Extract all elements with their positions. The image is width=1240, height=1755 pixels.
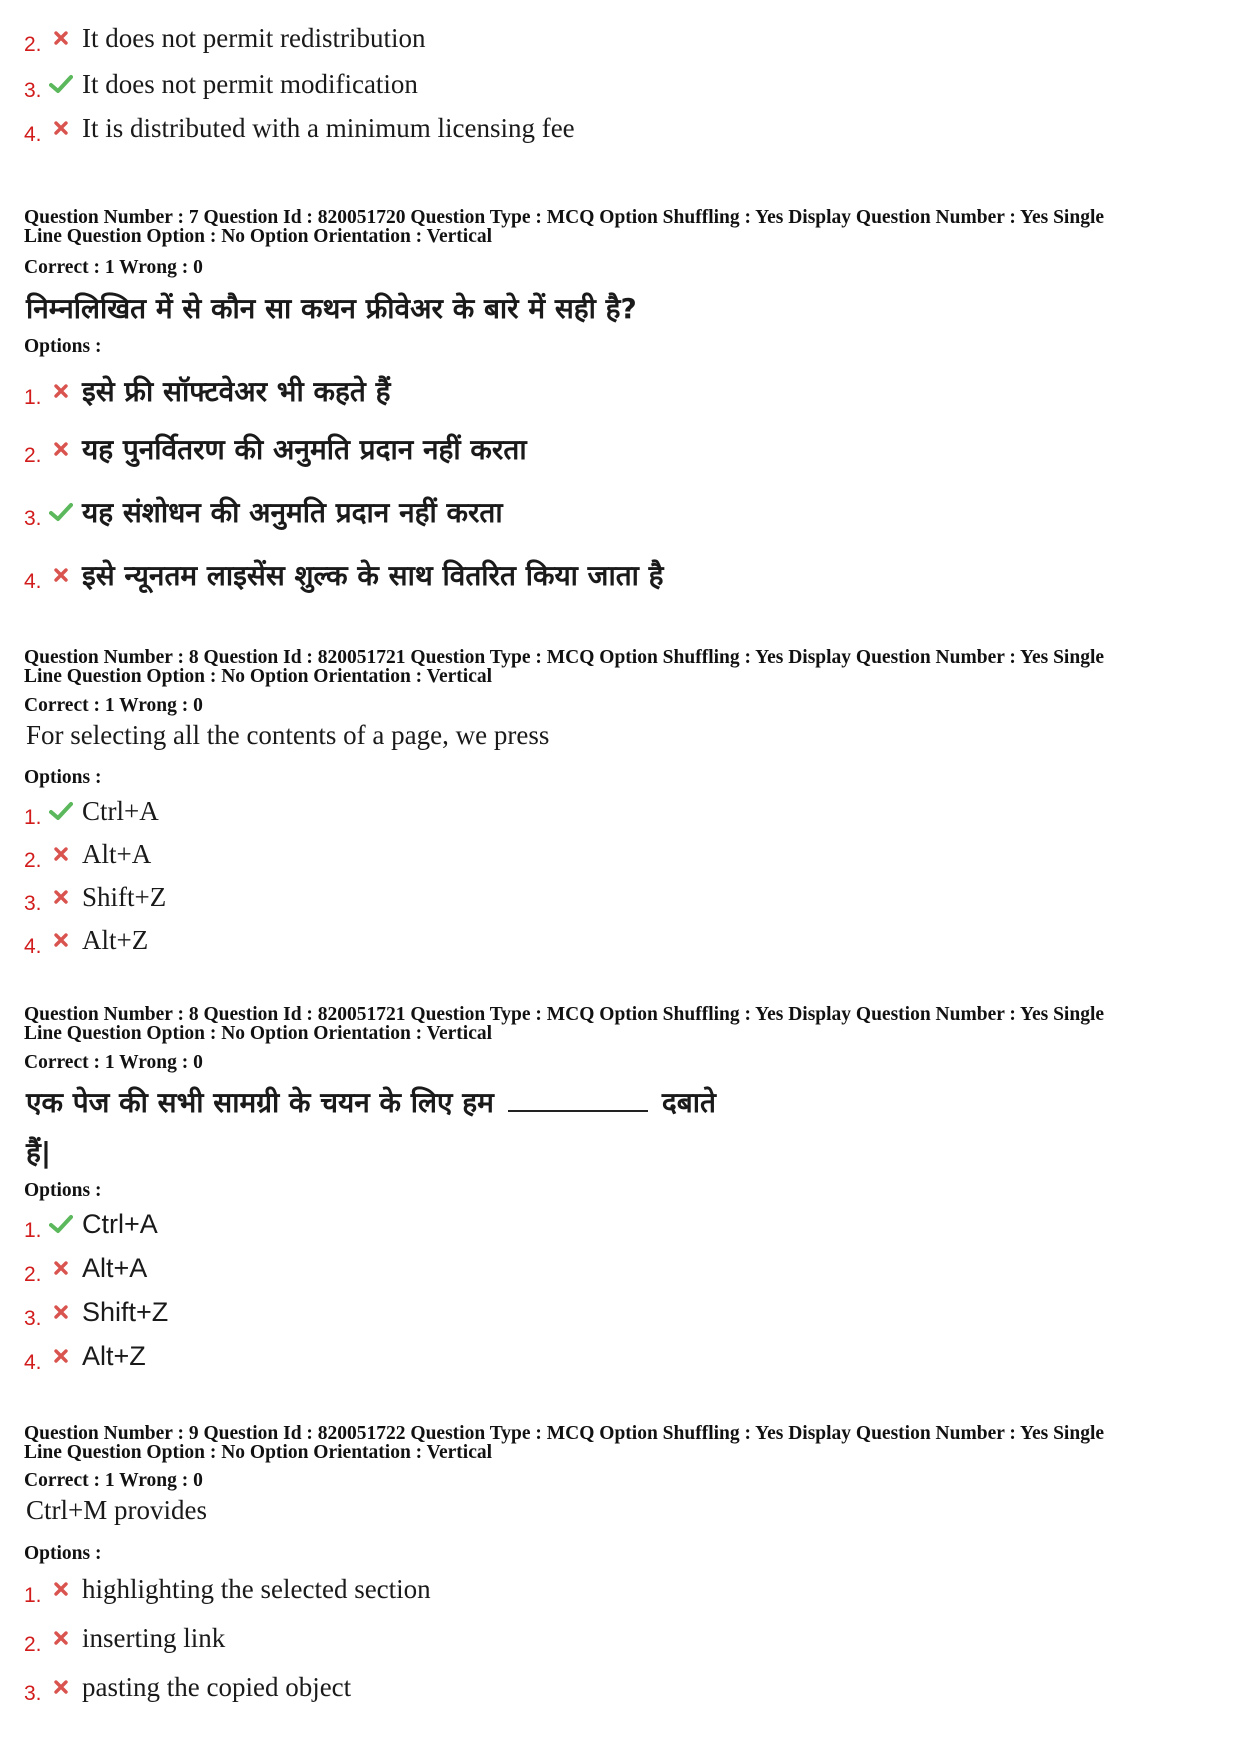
option-item (24, 875, 166, 919)
option-text: Ctrl+A (82, 1208, 158, 1239)
option-item (24, 832, 151, 876)
option-text: इसे फ्री सॉफ्टवेअर भी कहते हैं (82, 375, 391, 408)
question-text-part2: दबाते (661, 1086, 716, 1119)
option-number: 2. (24, 444, 42, 467)
question-meta (24, 1005, 1224, 1043)
answer-blank (508, 1090, 648, 1112)
question-meta-line1: Question Number : 8 Question Id : 820051721 Question Type : MCQ Option Shuffling : Yes Display Question Number : Yes Single (24, 1004, 1105, 1025)
option-text: Shift+Z (82, 1296, 169, 1327)
option-item (24, 789, 159, 833)
question-meta-line2: Line Question Option : No Option Orientation : Vertical (24, 1442, 493, 1463)
correct-mark-icon (46, 71, 76, 97)
option-number: 4. (24, 1351, 42, 1374)
option-number: 1. (24, 1219, 42, 1242)
option-number: 3. (24, 1307, 42, 1330)
option-item (24, 490, 503, 534)
option-item (24, 16, 425, 60)
option-item (24, 1202, 158, 1246)
option-text: Ctrl+A (82, 795, 159, 826)
wrong-mark-icon (46, 1299, 76, 1325)
option-text: यह पुनर्वितरण की अनुमति प्रदान नहीं करता (82, 433, 527, 466)
options-label: Options : (24, 767, 102, 788)
option-item (24, 1665, 351, 1709)
option-text: यह संशोधन की अनुमति प्रदान नहीं करता (82, 496, 503, 529)
options-label: Options : (24, 1180, 102, 1201)
option-item (24, 553, 664, 597)
option-text: Alt+A (82, 1252, 148, 1283)
option-number: 3. (24, 892, 42, 915)
correct-mark-icon (46, 798, 76, 824)
option-number: 1. (24, 386, 42, 409)
wrong-mark-icon (46, 1674, 76, 1700)
question-text-line2: हैं| (26, 1136, 52, 1169)
option-number: 2. (24, 849, 42, 872)
option-text: highlighting the selected section (82, 1573, 431, 1604)
wrong-mark-icon (46, 115, 76, 141)
option-text: It does not permit redistribution (82, 22, 426, 53)
option-item (24, 1334, 146, 1378)
marking-scheme: Correct : 1 Wrong : 0 (24, 257, 203, 278)
question-text-part1: एक पेज की सभी सामग्री के चयन के लिए हम (26, 1086, 494, 1119)
option-text: Alt+Z (82, 924, 149, 955)
wrong-mark-icon (46, 562, 76, 588)
correct-mark-icon (46, 1211, 76, 1237)
question-meta-line2: Line Question Option : No Option Orientation : Vertical (24, 666, 493, 687)
wrong-mark-icon (46, 841, 76, 867)
option-text: Alt+Z (82, 1340, 146, 1371)
option-text: इसे न्यूनतम लाइसेंस शुल्क के साथ वितरित किया जाता है (82, 559, 664, 592)
option-item (24, 1290, 168, 1334)
options-label: Options : (24, 1543, 102, 1564)
wrong-mark-icon (46, 927, 76, 953)
option-number: 2. (24, 1263, 42, 1286)
question-text: For selecting all the contents of a page, we press (26, 720, 550, 750)
option-text: It does not permit modification (82, 68, 418, 99)
option-item (24, 106, 575, 150)
options-label: Options : (24, 336, 102, 357)
option-text: inserting link (82, 1622, 226, 1653)
question-meta-line2: Line Question Option : No Option Orientation : Vertical (24, 226, 493, 247)
question-meta (24, 1424, 1224, 1462)
option-item (24, 1616, 225, 1660)
option-item (24, 427, 527, 471)
option-text: pasting the copied object (82, 1671, 352, 1702)
marking-scheme: Correct : 1 Wrong : 0 (24, 1470, 203, 1491)
wrong-mark-icon (46, 436, 76, 462)
option-item (24, 369, 390, 413)
option-item (24, 918, 148, 962)
question-meta-line1: Question Number : 7 Question Id : 820051720 Question Type : MCQ Option Shuffling : Yes Display Question Number : Yes Single (24, 207, 1105, 228)
marking-scheme: Correct : 1 Wrong : 0 (24, 695, 203, 716)
option-item (24, 1246, 147, 1290)
option-number: 4. (24, 935, 42, 958)
option-number: 3. (24, 1682, 42, 1705)
question-meta-line1: Question Number : 9 Question Id : 820051722 Question Type : MCQ Option Shuffling : Yes Display Question Number : Yes Single (24, 1423, 1105, 1444)
marking-scheme: Correct : 1 Wrong : 0 (24, 1052, 203, 1073)
wrong-mark-icon (46, 1343, 76, 1369)
wrong-mark-icon (46, 1576, 76, 1602)
wrong-mark-icon (46, 884, 76, 910)
option-item (24, 62, 418, 106)
option-number: 1. (24, 806, 42, 829)
option-text: Shift+Z (82, 881, 167, 912)
option-number: 4. (24, 123, 42, 146)
question-meta (24, 208, 1224, 246)
question-meta-line1: Question Number : 8 Question Id : 820051721 Question Type : MCQ Option Shuffling : Yes Display Question Number : Yes Single (24, 647, 1105, 668)
option-item (24, 1567, 431, 1611)
option-number: 2. (24, 1633, 42, 1656)
option-number: 4. (24, 570, 42, 593)
wrong-mark-icon (46, 1625, 76, 1651)
wrong-mark-icon (46, 378, 76, 404)
option-number: 3. (24, 507, 42, 530)
option-number: 3. (24, 79, 42, 102)
option-number: 2. (24, 33, 42, 56)
question-text: निम्नलिखित में से कौन सा कथन फ्रीवेअर के बारे में सही है? (26, 292, 637, 325)
question-text: Ctrl+M provides (26, 1495, 207, 1525)
correct-mark-icon (46, 499, 76, 525)
option-text: Alt+A (82, 838, 152, 869)
question-meta-line2: Line Question Option : No Option Orientation : Vertical (24, 1023, 493, 1044)
wrong-mark-icon (46, 25, 76, 51)
wrong-mark-icon (46, 1255, 76, 1281)
question-meta (24, 648, 1224, 686)
question-text (26, 1083, 716, 1121)
option-number: 1. (24, 1584, 42, 1607)
option-text: It is distributed with a minimum licensing fee (82, 112, 575, 143)
